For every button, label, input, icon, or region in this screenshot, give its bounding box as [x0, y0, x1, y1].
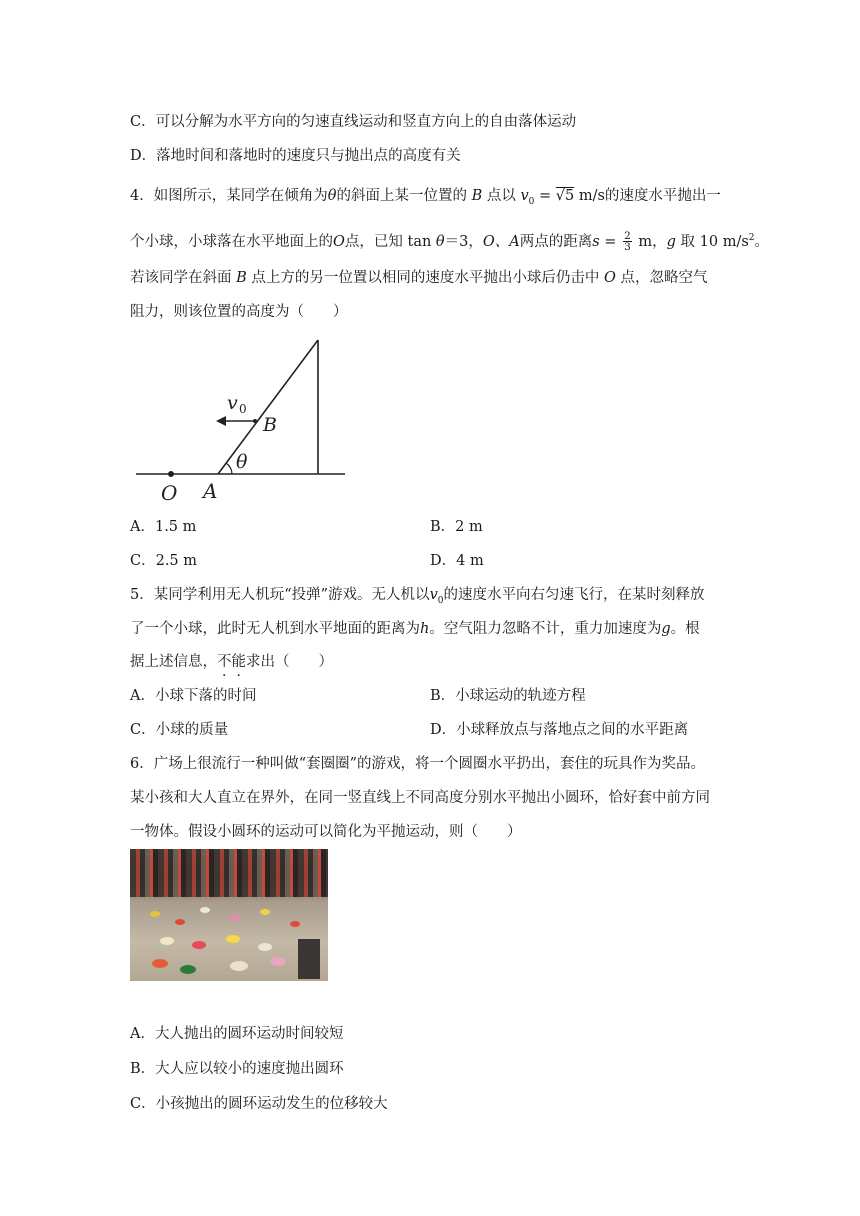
- q6-option-a: A．大人抛出的圆环运动时间较短: [130, 1026, 344, 1042]
- angle-arc: [226, 463, 232, 474]
- q5-stem-line-2: 了一个小球，此时无人机到水平地面的距离为h。空气阻力忽略不计，重力加速度为g。根: [130, 621, 700, 637]
- label-a: A: [203, 479, 218, 503]
- point-o-dot: [168, 471, 174, 477]
- crowd-area: [130, 849, 328, 897]
- q3-option-c: C．可以分解为水平方向的匀速直线运动和竖直方向上的自由落体运动: [130, 114, 577, 130]
- q6-stem-line-2: 某小孩和大人直立在界外，在同一竖直线上不同高度分别水平抛出小圆环，恰好套中前方同: [130, 790, 710, 806]
- q5-option-d: D．小球释放点与落地点之间的水平距离: [430, 722, 689, 738]
- q4-stem-line-3: 若该同学在斜面 B 点上方的另一位置以相同的速度水平抛出小球后仍击中 O 点，忽略空气: [130, 270, 708, 286]
- q4-option-b: B．2 m: [430, 519, 483, 535]
- q5-stem-line-3: 据上述信息，不能求出（ ）: [130, 654, 333, 670]
- incline-diagram: [130, 335, 355, 505]
- q4-stem-line-2: 个小球，小球落在水平地面上的O点，已知 tan θ＝3，O、A两点的距离s = $\frac{2}{3}$ m，g 取 10 $m/s^2$。: [130, 230, 770, 254]
- label-v0-sub: 0: [239, 402, 247, 416]
- q5-option-b: B．小球运动的轨迹方程: [430, 688, 586, 704]
- fraction-two-thirds: $\frac{2}{3}$: [624, 230, 631, 254]
- emphasis-dot-bu: 不: [217, 654, 232, 670]
- label-v0: v: [227, 392, 238, 414]
- q6-option-c: C．小孩抛出的圆环运动发生的位移较大: [130, 1096, 388, 1112]
- label-b: B: [263, 414, 277, 436]
- q4-option-d: D．4 m: [430, 553, 484, 569]
- ring-toss-photo: [130, 849, 328, 981]
- q4-option-c: C．2.5 m: [130, 553, 198, 569]
- arrowhead-icon: [216, 416, 226, 426]
- q4-stem-line-4: 阻力，则该位置的高度为（ ）: [130, 304, 348, 320]
- label-theta: θ: [236, 451, 248, 473]
- q6-stem-line-1: 6．广场上很流行一种叫做“套圈圈”的游戏，将一个圆圈水平扔出，套住的玩具作为奖品。: [130, 756, 706, 772]
- q6-option-b: B．大人应以较小的速度抛出圆环: [130, 1061, 344, 1077]
- emphasis-dot-neng: 能: [231, 654, 246, 670]
- label-o: O: [161, 481, 178, 505]
- q5-option-c: C．小球的质量: [130, 722, 229, 738]
- q4-stem-line-1: 4．如图所示，某同学在倾角为θ的斜面上某一位置的 B 点以 $v_0 = √5$ m/s的速度水平抛出一: [130, 188, 721, 207]
- q5-stem-line-1: 5．某同学利用无人机玩“投弹”游戏。无人机以$v_0$的速度水平向右匀速飞行，在某时刻释放: [130, 587, 705, 606]
- q3-option-d: D．落地时间和落地时的速度只与抛出点的高度有关: [130, 148, 461, 164]
- point-b-dot: [253, 419, 257, 423]
- q4-option-a: A．1.5 m: [130, 519, 197, 535]
- q6-stem-line-3: 一物体。假设小圆环的运动可以简化为平抛运动，则（ ）: [130, 824, 522, 840]
- q5-option-a: A．小球下落的时间: [130, 688, 257, 704]
